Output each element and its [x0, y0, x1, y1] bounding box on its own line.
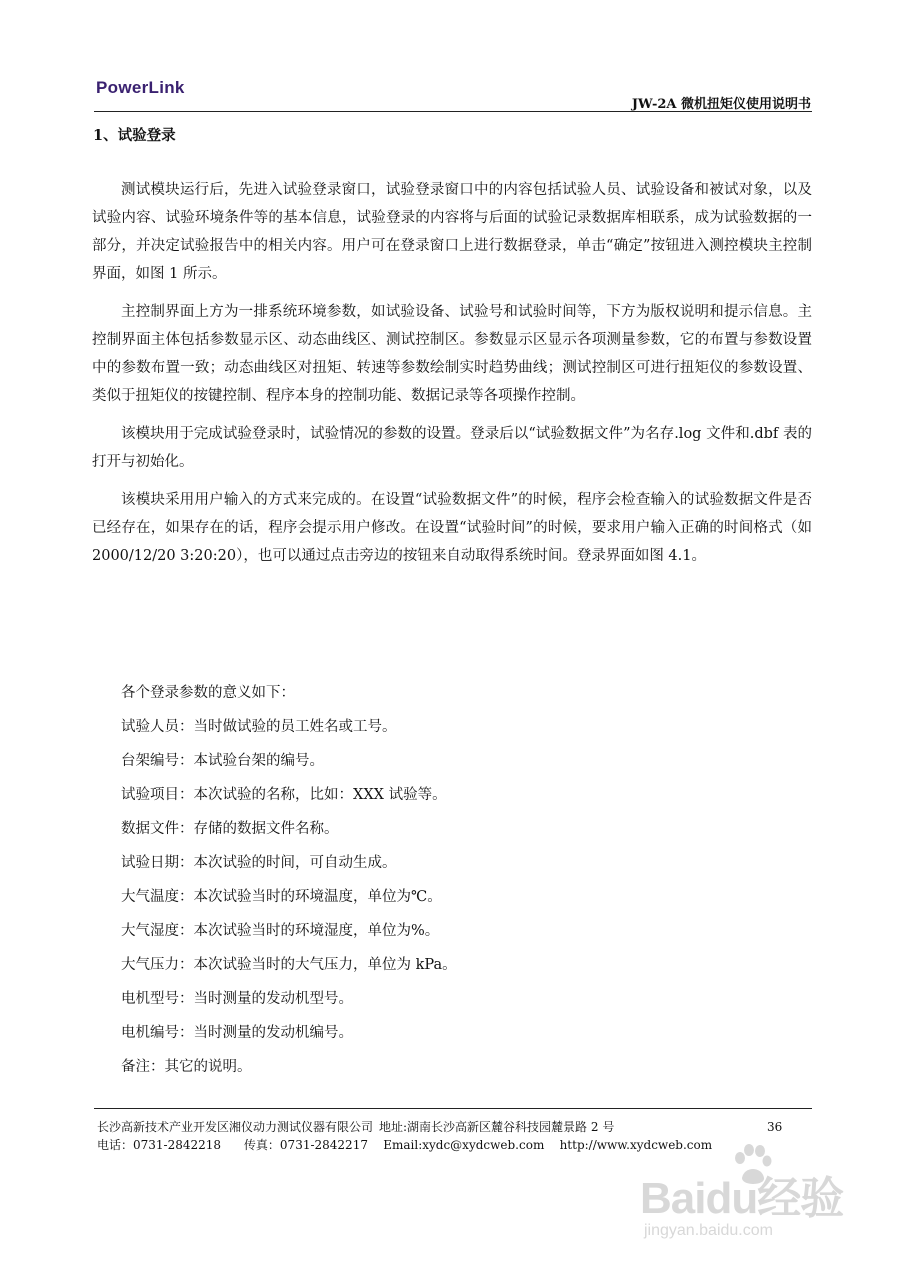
definition-item: 试验人员：当时做试验的员工姓名或工号。: [121, 719, 397, 735]
paragraph: 主控制界面上方为一排系统环境参数，如试验设备、试验号和试验时间等，下方为版权说明和提示信息。主控制界面主体包括参数显示区、动态曲线区、测试控制区。参数显示区显示各项测量参数，它的布置与参数设置中的参数布置一致；动态曲线区对扭矩、转速等参数绘制实时趋势曲线；测试控制区可进行扭矩仪的参数设置、类似于扭矩仪的按键控制、程序本身的控制功能、数据记录等各项操作控制。: [92, 304, 812, 404]
definition-item: 大气湿度：本次试验当时的环境湿度，单位为%。: [121, 923, 440, 939]
paragraph: 该模块用于完成试验登录时，试验情况的参数的设置。登录后以“试验数据文件”为名存.log 文件和.dbf 表的打开与初始化。: [92, 426, 812, 470]
page-number: 36: [767, 1120, 783, 1134]
definition-item: 电机编号：当时测量的发动机编号。: [121, 1025, 353, 1041]
powerlink-logo: PowerLink: [96, 78, 185, 97]
footer-divider: [94, 1108, 812, 1109]
definition-item: 台架编号：本试验台架的编号。: [121, 753, 324, 769]
parameter-definition-list: [121, 676, 811, 1084]
body-text: [92, 176, 812, 580]
baidu-watermark: [640, 1140, 870, 1270]
definition-item: 数据文件：存储的数据文件名称。: [121, 821, 339, 837]
watermark-url: jingyan.baidu.com: [644, 1222, 773, 1239]
definition-item: 试验日期：本次试验的时间，可自动生成。: [121, 855, 397, 871]
definition-item: 备注：其它的说明。: [121, 1059, 252, 1075]
footer-company-line: [97, 1118, 797, 1136]
document-title: JW-2A 微机扭矩仪使用说明书: [631, 97, 811, 112]
definition-item: 大气压力：本次试验当时的大气压力，单位为 kPa。: [121, 957, 457, 973]
definition-intro: 各个登录参数的意义如下：: [121, 685, 295, 701]
paragraph: 该模块采用用户输入的方式来完成的。在设置“试验数据文件”的时候，程序会检查输入的试验数据文件是否已经存在，如果存在的话，程序会提示用户修改。在设置“试验时间”的时候，要求用户输入正确的时间格式（如 2000/12/20 3:20:20），也可以通过点击旁边的按钮来自动取得系统时间。登录界面如图 4.1。: [92, 492, 812, 564]
definition-item: 电机型号：当时测量的发动机型号。: [121, 991, 353, 1007]
footer-address: 地址:湖南长沙高新区麓谷科技园麓景路 2 号: [379, 1120, 615, 1134]
definition-item: 大气温度：本次试验当时的环境温度，单位为℃。: [121, 889, 442, 905]
definition-item: 试验项目：本次试验的名称，比如：XXX 试验等。: [121, 787, 447, 803]
footer-company: 长沙高新技术产业开发区湘仪动力测试仪器有限公司: [97, 1120, 374, 1134]
footer-contact: 电话：0731-2842218 传真：0731-2842217 Email:xydc@xydcweb.com http://www.xydcweb.com: [97, 1138, 713, 1152]
paragraph: 测试模块运行后，先进入试验登录窗口，试验登录窗口中的内容包括试验人员、试验设备和被试对象，以及试验内容、试验环境条件等的基本信息，试验登录的内容将与后面的试验记录数据库相联系，成为试验数据的一部分，并决定试验报告中的相关内容。用户可在登录窗口上进行数据登录，单击“确定”按钮进入测控模块主控制界面，如图 1 所示。: [92, 182, 812, 282]
header-divider: [94, 111, 812, 112]
watermark-brand: Baidu经验: [640, 1174, 844, 1223]
section-heading: 1、试验登录: [93, 127, 176, 144]
